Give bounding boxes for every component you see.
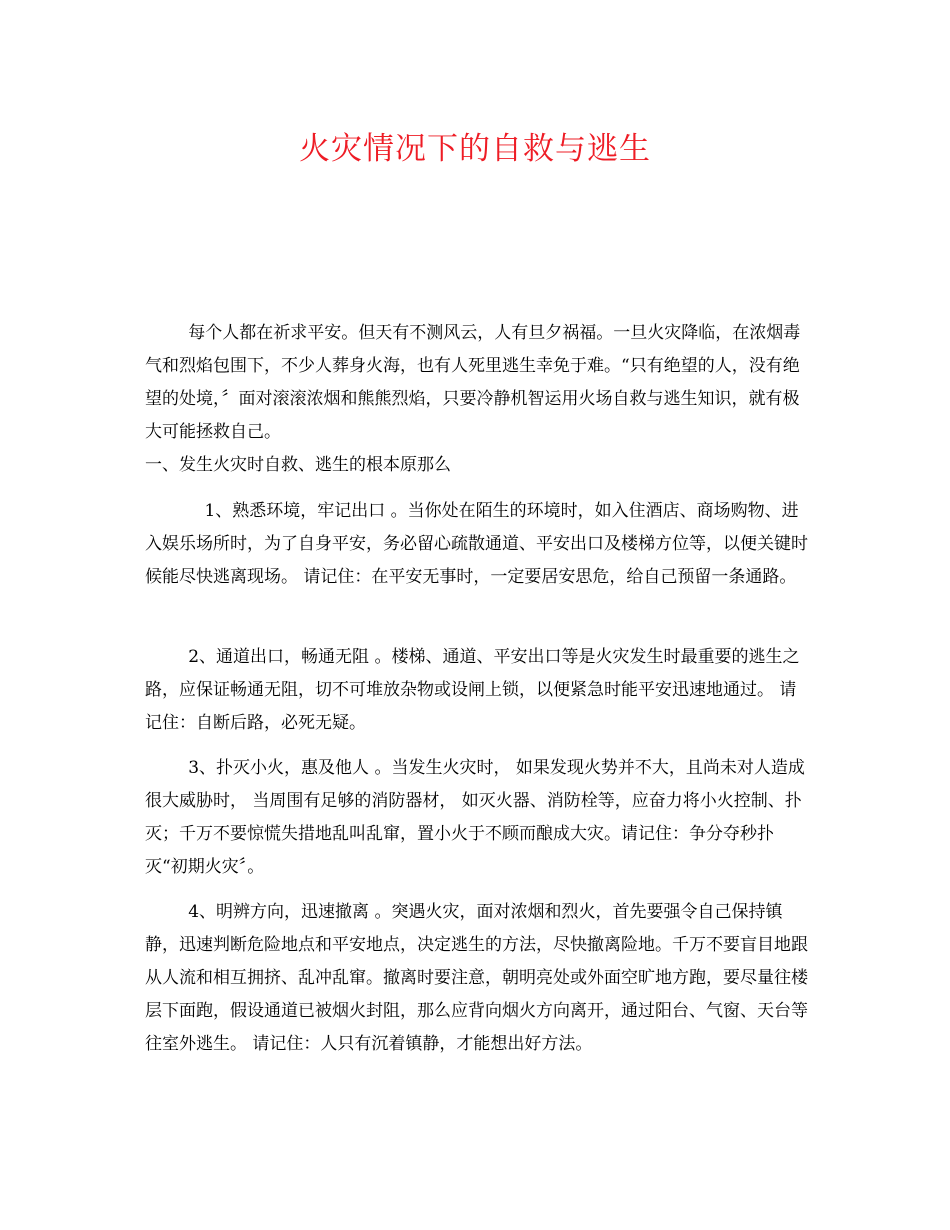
document-body	[145, 317, 810, 482]
list-item: 4、明辨方向，迅速撤离 。突遇火灾，面对浓烟和烈火，首先要强令自己保持镇静，迅速判断危险地点和平安地点，决定逃生的方法，尽快撤离险地。千万不要盲目地跟从人流和相互拥挤、乱冲乱窜。撤离时要注意，朝明亮处或外面空旷地方跑，要尽量往楼层下面跑，假设通道已被烟火封阻，那么应背向烟火方向离开，通过阳台、气窗、天台等往室外逃生。 请记住：人只有沉着镇静，才能想出好方法。	[145, 902, 808, 1054]
list-item: 1、熟悉环境，牢记出口 。当你处在陌生的环境时，如入住酒店、商场购物、进入娱乐场所时，为了自身平安，务必留心疏散通道、平安出口及楼梯方位等，以便关键时候能尽快逃离现场。 请记住：在平安无事时，一定要居安思危，给自己预留一条通路。	[145, 501, 808, 587]
document-title: 火灾情况下的自救与逃生	[299, 131, 651, 167]
item-block-4	[145, 896, 810, 1061]
item-block-3	[145, 752, 810, 884]
section-heading: 一、发生火灾时自救、逃生的根本原那么	[145, 455, 451, 475]
list-item: 3、扑灭小火，惠及他人 。当发生火灾时， 如果发现火势并不大，且尚未对人造成很大威胁时， 当周围有足够的消防器材， 如灭火器、消防栓等，应奋力将小火控制、扑灭；千万不要惊慌失措地乱叫乱窜，置小火于不顾而酿成大灾。请记住：争分夺秒扑灭“初期火灾〞。	[145, 758, 805, 877]
intro-paragraph: 每个人都在祈求平安。但天有不测风云，人有旦夕祸福。一旦火灾降临，在浓烟毒气和烈焰包围下，不少人葬身火海，也有人死里逃生幸免于难。“只有绝望的人，没有绝望的处境，〞面对滚滚浓烟和熊熊烈焰，只要冷静机智运用火场自救与逃生知识，就有极大可能拯救自己。	[145, 323, 801, 442]
item-block-2	[145, 641, 810, 740]
item-block-1	[145, 495, 810, 594]
list-item: 2、通道出口，畅通无阻 。楼梯、通道、平安出口等是火灾发生时最重要的逃生之路，应保证畅通无阻，切不可堆放杂物或设闸上锁，以便紧急时能平安迅速地通过。 请记住：自断后路，必死无疑。	[145, 647, 800, 733]
